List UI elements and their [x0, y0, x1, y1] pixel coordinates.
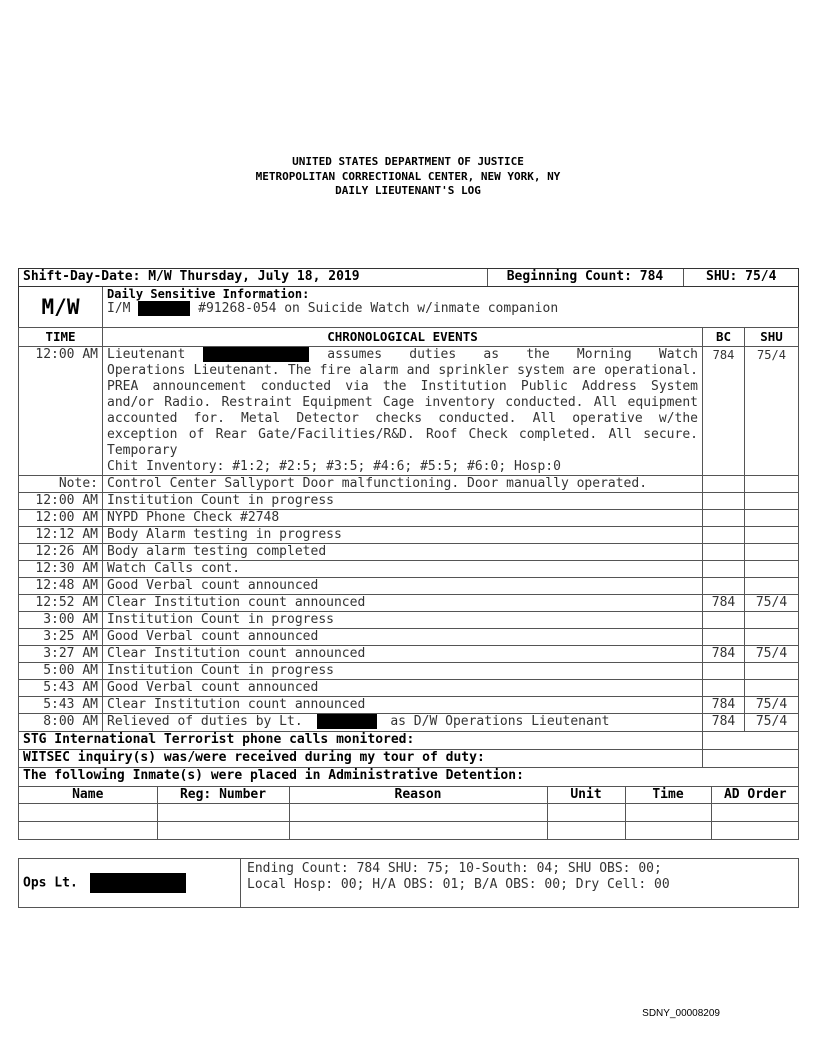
col-shu: SHU	[745, 328, 799, 347]
stg-label: STG International Terrorist phone calls monitored:	[19, 732, 703, 750]
entry-bc	[703, 561, 745, 578]
entry-time: 3:25 AM	[19, 629, 103, 646]
header-facility: METROPOLITAN CORRECTIONAL CENTER, NEW YORK, NY	[255, 169, 561, 183]
redaction-block	[90, 873, 186, 893]
entry-bc	[703, 663, 745, 680]
entry-time: 5:43 AM	[19, 680, 103, 697]
log-entry-row	[19, 493, 799, 510]
log-entry-row	[19, 646, 799, 663]
entry-bc: 784	[703, 646, 745, 663]
ad-empty-row	[19, 803, 799, 821]
ad-col-time: Time	[625, 786, 711, 803]
log-entry-row	[19, 561, 799, 578]
log-entry-row	[19, 347, 799, 476]
entry-event: NYPD Phone Check #2748	[103, 510, 703, 527]
sensitive-info-row	[19, 287, 799, 328]
entry-event: Clear Institution count announced	[103, 646, 703, 663]
entry-time: 12:52 AM	[19, 595, 103, 612]
entry-time: 5:00 AM	[19, 663, 103, 680]
ad-table	[19, 786, 799, 840]
entry-shu	[745, 510, 799, 527]
relieved-time: 8:00 AM	[19, 714, 103, 732]
note-text: Control Center Sallyport Door malfunctioning. Door manually operated.	[103, 476, 703, 493]
entry-bc: 784	[703, 347, 745, 476]
entry-bc	[703, 493, 745, 510]
column-header-row	[19, 328, 799, 347]
witsec-row	[19, 750, 799, 768]
entry-time: 3:27 AM	[19, 646, 103, 663]
ad-heading: The following Inmate(s) were placed in Administrative Detention:	[19, 768, 799, 786]
entry-event: Institution Count in progress	[103, 612, 703, 629]
ad-empty-row	[19, 821, 799, 839]
entry-bc	[703, 629, 745, 646]
ad-heading-row	[19, 768, 799, 786]
log-entry-row	[19, 663, 799, 680]
log-entry-row	[19, 697, 799, 714]
entry-shu	[745, 578, 799, 595]
entry-bc	[703, 680, 745, 697]
redaction-block	[138, 301, 190, 316]
entry-time: 3:00 AM	[19, 612, 103, 629]
shu-count: SHU: 75/4	[706, 269, 777, 284]
entry-shu: 75/4	[745, 595, 799, 612]
relieved-event: Relieved of duties by Lt. as D/W Operations Lieutenant	[103, 714, 703, 732]
entry-time: 12:26 AM	[19, 544, 103, 561]
entry-time: 12:00 AM	[19, 493, 103, 510]
entry-shu: 75/4	[745, 347, 799, 476]
witsec-label: WITSEC inquiry(s) was/were received during my tour of duty:	[19, 750, 703, 768]
log-entry-row	[19, 578, 799, 595]
entry-bc	[703, 510, 745, 527]
entry-time: 12:00 AM	[19, 510, 103, 527]
entry-time: 12:48 AM	[19, 578, 103, 595]
stg-row	[19, 732, 799, 750]
shift-info-row	[19, 269, 799, 287]
entry-event: Good Verbal count announced	[103, 578, 703, 595]
entry-shu	[745, 544, 799, 561]
ad-col-reg: Reg: Number	[157, 786, 289, 803]
col-time: TIME	[19, 328, 103, 347]
entry-bc	[703, 544, 745, 561]
log-entry-row	[19, 544, 799, 561]
bates-number: SDNY_00008209	[642, 1008, 720, 1019]
entry-bc	[703, 578, 745, 595]
entry-shu	[745, 663, 799, 680]
col-events: CHRONOLOGICAL EVENTS	[103, 328, 703, 347]
entry-shu	[745, 493, 799, 510]
col-bc: BC	[703, 328, 745, 347]
daily-log-table	[18, 268, 799, 840]
entry-event: Clear Institution count announced	[103, 697, 703, 714]
ad-col-name: Name	[19, 786, 157, 803]
log-entries	[19, 493, 799, 714]
entry-shu	[745, 612, 799, 629]
entry-shu: 75/4	[745, 646, 799, 663]
footer-table	[18, 858, 799, 908]
note-row	[19, 476, 799, 493]
note-label: Note:	[19, 476, 103, 493]
entry-event: Clear Institution count announced	[103, 595, 703, 612]
entry-shu	[745, 561, 799, 578]
shift-code: M/W	[19, 287, 103, 328]
shift-day-date: Shift-Day-Date: M/W Thursday, July 18, 2019	[19, 269, 487, 286]
redaction-block	[317, 714, 377, 729]
entry-event: Lieutenant assumes duties as the Morning Watch Operations Lieutenant. The fire alarm and sprinkler system are operational. PREA announcement conducted via the Institution Public Address System and/or Radio. Restraint Equipment Cage inventory conducted. All equipment accounted for. Metal Detector checks conducted. All operative w/the exception of Rear Gate/Facilities/R&D. Roof Check completed. All secure. Temporary Chit Inventory: #1:2; #2:5; #3:5; #4:6; #5:5; #6:0; Hosp:0	[103, 347, 703, 476]
relieved-bc: 784	[703, 714, 745, 732]
entry-shu: 75/4	[745, 697, 799, 714]
ad-header-row	[19, 786, 799, 803]
log-entry-row	[19, 595, 799, 612]
header-log-title: DAILY LIEUTENANT'S LOG	[335, 184, 481, 197]
entry-bc	[703, 527, 745, 544]
entry-event: Institution Count in progress	[103, 493, 703, 510]
entry-shu	[745, 527, 799, 544]
log-entry-row	[19, 527, 799, 544]
sensitive-info-text: I/M #91268-054 on Suicide Watch w/inmate companion	[107, 301, 559, 316]
entry-event: Good Verbal count announced	[103, 680, 703, 697]
ending-count: Ending Count: 784 SHU: 75; 10-South: 04; SHU OBS: 00; Local Hosp: 00; H/A OBS: 01; B/A OBS: 00; Dry Cell: 00	[241, 859, 799, 908]
log-entry-row	[19, 680, 799, 697]
ad-col-reason: Reason	[289, 786, 547, 803]
entry-time: 12:12 AM	[19, 527, 103, 544]
redaction-block	[203, 347, 309, 362]
entry-time: 5:43 AM	[19, 697, 103, 714]
document-header	[0, 155, 816, 199]
relieved-shu: 75/4	[745, 714, 799, 732]
entry-time: 12:00 AM	[19, 347, 103, 476]
entry-event: Watch Calls cont.	[103, 561, 703, 578]
log-entry-row	[19, 629, 799, 646]
entry-bc: 784	[703, 595, 745, 612]
entry-event: Body Alarm testing in progress	[103, 527, 703, 544]
entry-shu	[745, 680, 799, 697]
entry-event: Body alarm testing completed	[103, 544, 703, 561]
header-agency: UNITED STATES DEPARTMENT OF JUSTICE	[292, 155, 524, 168]
ad-col-order: AD Order	[711, 786, 799, 803]
ad-col-unit: Unit	[547, 786, 625, 803]
ops-lieutenant: Ops Lt.	[19, 859, 241, 908]
entry-event: Good Verbal count announced	[103, 629, 703, 646]
sensitive-info-label: Daily Sensitive Information:	[107, 287, 310, 301]
relieved-row	[19, 714, 799, 732]
log-entry-row	[19, 612, 799, 629]
entry-bc	[703, 612, 745, 629]
entry-bc: 784	[703, 697, 745, 714]
entry-event: Institution Count in progress	[103, 663, 703, 680]
entry-time: 12:30 AM	[19, 561, 103, 578]
entry-shu	[745, 629, 799, 646]
beginning-count: Beginning Count: 784	[487, 269, 683, 286]
log-entry-row	[19, 510, 799, 527]
